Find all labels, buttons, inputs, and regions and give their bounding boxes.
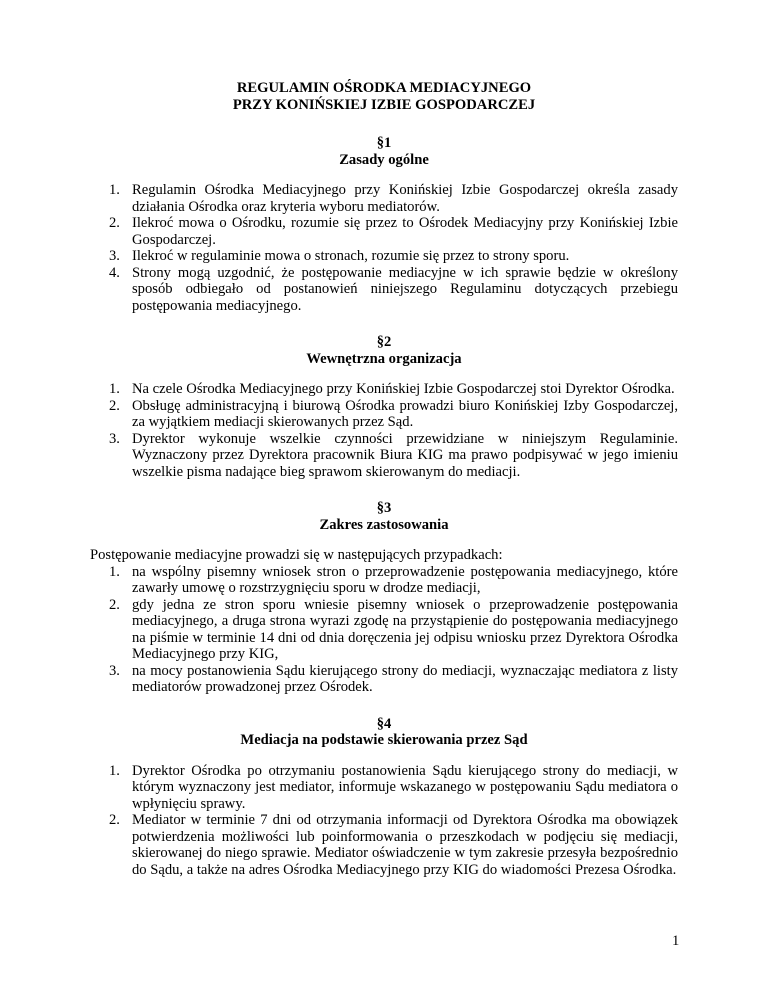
item-text: Mediator w terminie 7 dni od otrzymania informacji od Dyrektora Ośrodka ma obowiązek potwierdzenia możliwości lub poinformowania o przeszkodach w podjęciu się mediacji, skierowanej do niego sprawie. Mediator oświadczenie w tym zakresie przesyła bezpośrednio do Sądu, a także na adres Ośrodka Mediacyjnego przy KIG do wiadomości Prezesa Ośrodka. [132,812,678,878]
section-number: §3 [376,500,392,516]
item-number: 1. [109,563,120,580]
item-text: Dyrektor Ośrodka po otrzymaniu postanowienia Sądu kierującego strony do mediacji, w którym wyznaczony jest mediator, informuje wskazanego w postępowaniu Sądu mediatora o wpłynięciu sprawy. [132,762,678,812]
list-item [90,597,678,663]
document-title-line-2: PRZY KONIŃSKIEJ IZBIE GOSPODARCZEJ [232,96,536,113]
item-number: 1. [109,762,120,779]
item-number: 2. [109,215,120,231]
list-item [90,182,678,215]
section-number: §1 [376,135,392,151]
item-text: Obsługę administracyjną i biurową Ośrodka prowadzi biuro Konińskiej Izby Gospodarczej, za wyjątkiem mediacji skierowanych przez Sąd. [132,397,678,430]
list-item [90,763,678,813]
item-text: na mocy postanowienia Sądu kierującego strony do mediacji, wyznaczając mediatora z listy mediatorów prowadzonej przez Ośrodek. [132,662,678,695]
item-number: 3. [109,662,120,679]
list-item [90,265,678,315]
item-number: 2. [109,812,120,828]
item-number: 2. [109,596,120,613]
item-text: Dyrektor wykonuje wszelkie czynności przewidziane w niniejszym Regulaminie. Wyznaczony przez Dyrektora pracownik Biura KIG ma prawo podpisywać w jego imieniu wszelkie pisma nadające bieg sprawom skierowanym do mediacji. [132,430,678,480]
list-item [90,812,678,878]
section-1 [90,135,678,314]
document-title-line-1: REGULAMIN OŚRODKA MEDIACYJNEGO [236,80,532,96]
section-title: Mediacja na podstawie skierowania przez Sąd [240,732,528,748]
section-title: Zakres zastosowania [319,516,449,533]
section-2-list [90,381,678,480]
section-4 [90,716,678,879]
item-text: Na czele Ośrodka Mediacyjnego przy Konińskiej Izbie Gospodarczej stoi Dyrektor Ośrodka. [132,381,675,397]
item-text: Strony mogą uzgodnić, że postępowanie mediacyjne w ich sprawie będzie w określony sposób odbiegało od postanowień niniejszego Regulaminu dotyczących przebiegu postępowania mediacyjnego. [132,264,678,314]
page-number: 1 [672,933,680,949]
section-title: Wewnętrzna organizacja [306,350,462,367]
item-text: na wspólny pisemny wniosek stron o przeprowadzenie postępowania mediacyjnego, które zawarły umowę o rozstrzygnięciu sporu w drodze mediacji, [132,563,678,596]
section-number: §2 [376,334,392,350]
list-item [90,248,678,265]
document-title [90,80,678,113]
item-number: 3. [109,248,120,264]
item-text: Ilekroć w regulaminie mowa o stronach, rozumie się przez to strony sporu. [132,248,570,264]
section-title: Zasady ogólne [339,151,429,168]
list-item [90,398,678,431]
section-1-list [90,182,678,314]
section-4-list [90,763,678,879]
section-3-list [90,564,678,696]
list-item [90,564,678,597]
section-3 [90,500,678,696]
item-number: 2. [109,397,120,414]
item-text: gdy jedna ze stron sporu wniesie pisemny wniosek o przeprowadzenie postępowania mediacyjnego, a druga strona wyrazi zgodę na przystąpienie do postępowania mediacyjnego na piśmie w terminie 14 dni od dnia doręczenia jej odpisu wniosku przez Dyrektora Ośrodka Mediacyjnego przy KIG, [132,596,678,662]
item-text: Ilekroć mowa o Ośrodku, rozumie się przez to Ośrodek Mediacyjny przy Konińskiej Izbie Gospodarczej. [132,215,678,248]
item-text: Regulamin Ośrodka Mediacyjnego przy Konińskiej Izbie Gospodarczej określa zasady działania Ośrodka oraz kryteria wyboru mediatorów. [132,182,678,215]
section-intro: Postępowanie mediacyjne prowadzi się w następujących przypadkach: [90,547,503,563]
item-number: 1. [109,381,120,397]
list-item [90,431,678,481]
item-number: 4. [109,264,120,281]
section-number: §4 [376,715,392,732]
item-number: 1. [109,182,120,198]
list-item [90,381,678,398]
list-item [90,215,678,248]
list-item [90,663,678,696]
item-number: 3. [109,430,120,447]
section-2 [90,334,678,480]
